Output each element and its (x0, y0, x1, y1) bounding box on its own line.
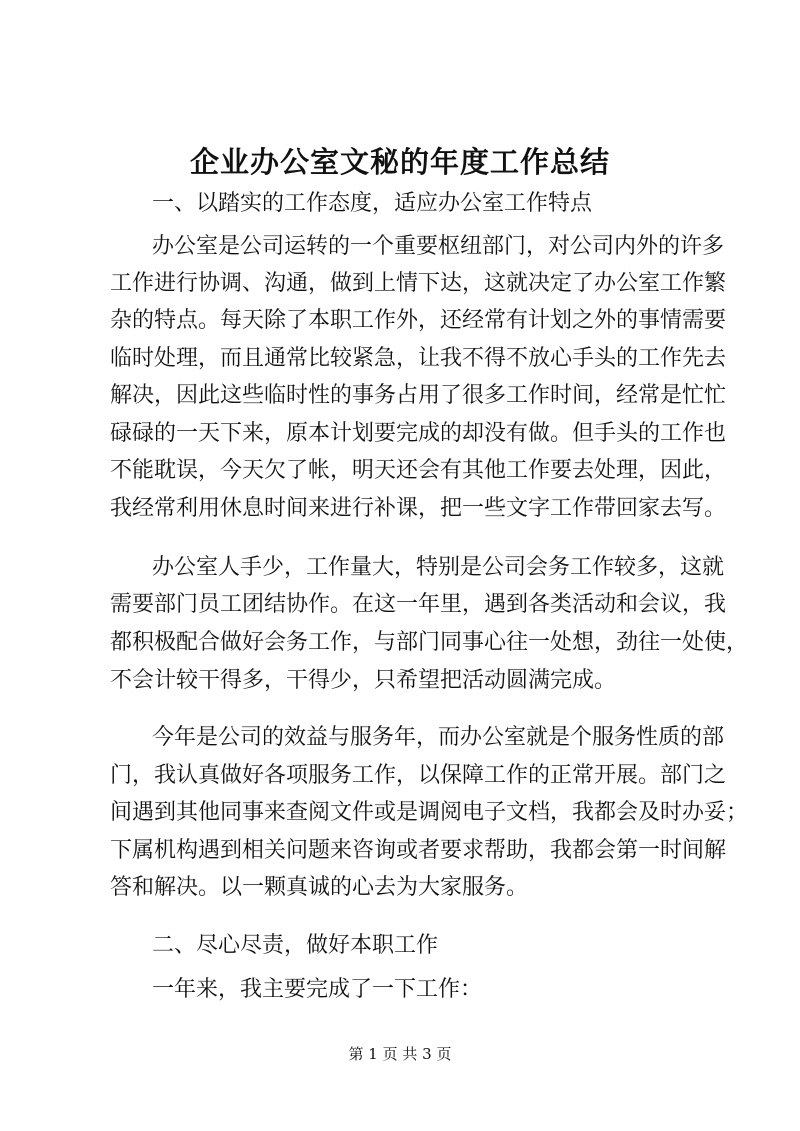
paragraph-3-line-4: 下属机构遇到相关问题来咨询或者要求帮助，我都会第一时间解 (110, 838, 727, 863)
paragraph-3-line-3: 间遇到其他同事来查阅文件或是调阅电子文档，我都会及时办妥； (110, 800, 749, 825)
paragraph-1-line-7: 不能耽误，今天欠了帐，明天还会有其他工作要去处理，因此， (110, 458, 727, 483)
paragraph-1-line-3: 杂的特点。每天除了本职工作外，还经常有计划之外的事情需要 (110, 308, 727, 333)
paragraph-3-line-2: 门，我认真做好各项服务工作，以保障工作的正常开展。部门之 (110, 763, 727, 788)
paragraph-1-line-1: 办公室是公司运转的一个重要枢纽部门，对公司内外的许多 (152, 234, 725, 259)
paragraph-2-line-3: 都积极配合做好会务工作，与部门同事心往一处想，劲往一处使， (110, 630, 749, 655)
paragraph-1-line-6: 碌碌的一天下来，原本计划要完成的却没有做。但手头的工作也 (110, 421, 727, 446)
document-title: 企业办公室文秘的年度工作总结 (189, 145, 610, 179)
paragraph-2-line-1: 办公室人手少，工作量大，特别是公司会务工作较多，这就 (152, 555, 725, 580)
paragraph-2-line-2: 需要部门员工团结协作。在这一年里，遇到各类活动和会议，我 (110, 592, 727, 617)
page-footer: 第 1 页 共 3 页 (348, 1045, 452, 1063)
paragraph-3-line-5: 答和解决。以一颗真诚的心去为大家服务。 (110, 875, 529, 900)
paragraph-2-line-4: 不会计较干得多，干得少，只希望把活动圆满完成。 (110, 668, 617, 693)
section-heading-2: 二、尽心尽责，做好本职工作 (152, 933, 439, 958)
paragraph-1-line-4: 临时处理，而且通常比较紧急，让我不得不放心手头的工作先去 (110, 346, 727, 371)
paragraph-1-line-5: 解决，因此这些临时性的事务占用了很多工作时间，经常是忙忙 (110, 383, 727, 408)
paragraph-3-line-1: 今年是公司的效益与服务年，而办公室就是个服务性质的部 (152, 725, 725, 750)
paragraph-1-line-8: 我经常利用休息时间来进行补课，把一些文字工作带回家去写。 (110, 496, 727, 521)
paragraph-1-line-2: 工作进行协调、沟通，做到上情下达，这就决定了办公室工作繁 (110, 271, 727, 296)
paragraph-4-line-1: 一年来，我主要完成了一下工作： (152, 977, 483, 1002)
section-heading-1: 一、以踏实的工作态度，适应办公室工作特点 (152, 191, 593, 216)
